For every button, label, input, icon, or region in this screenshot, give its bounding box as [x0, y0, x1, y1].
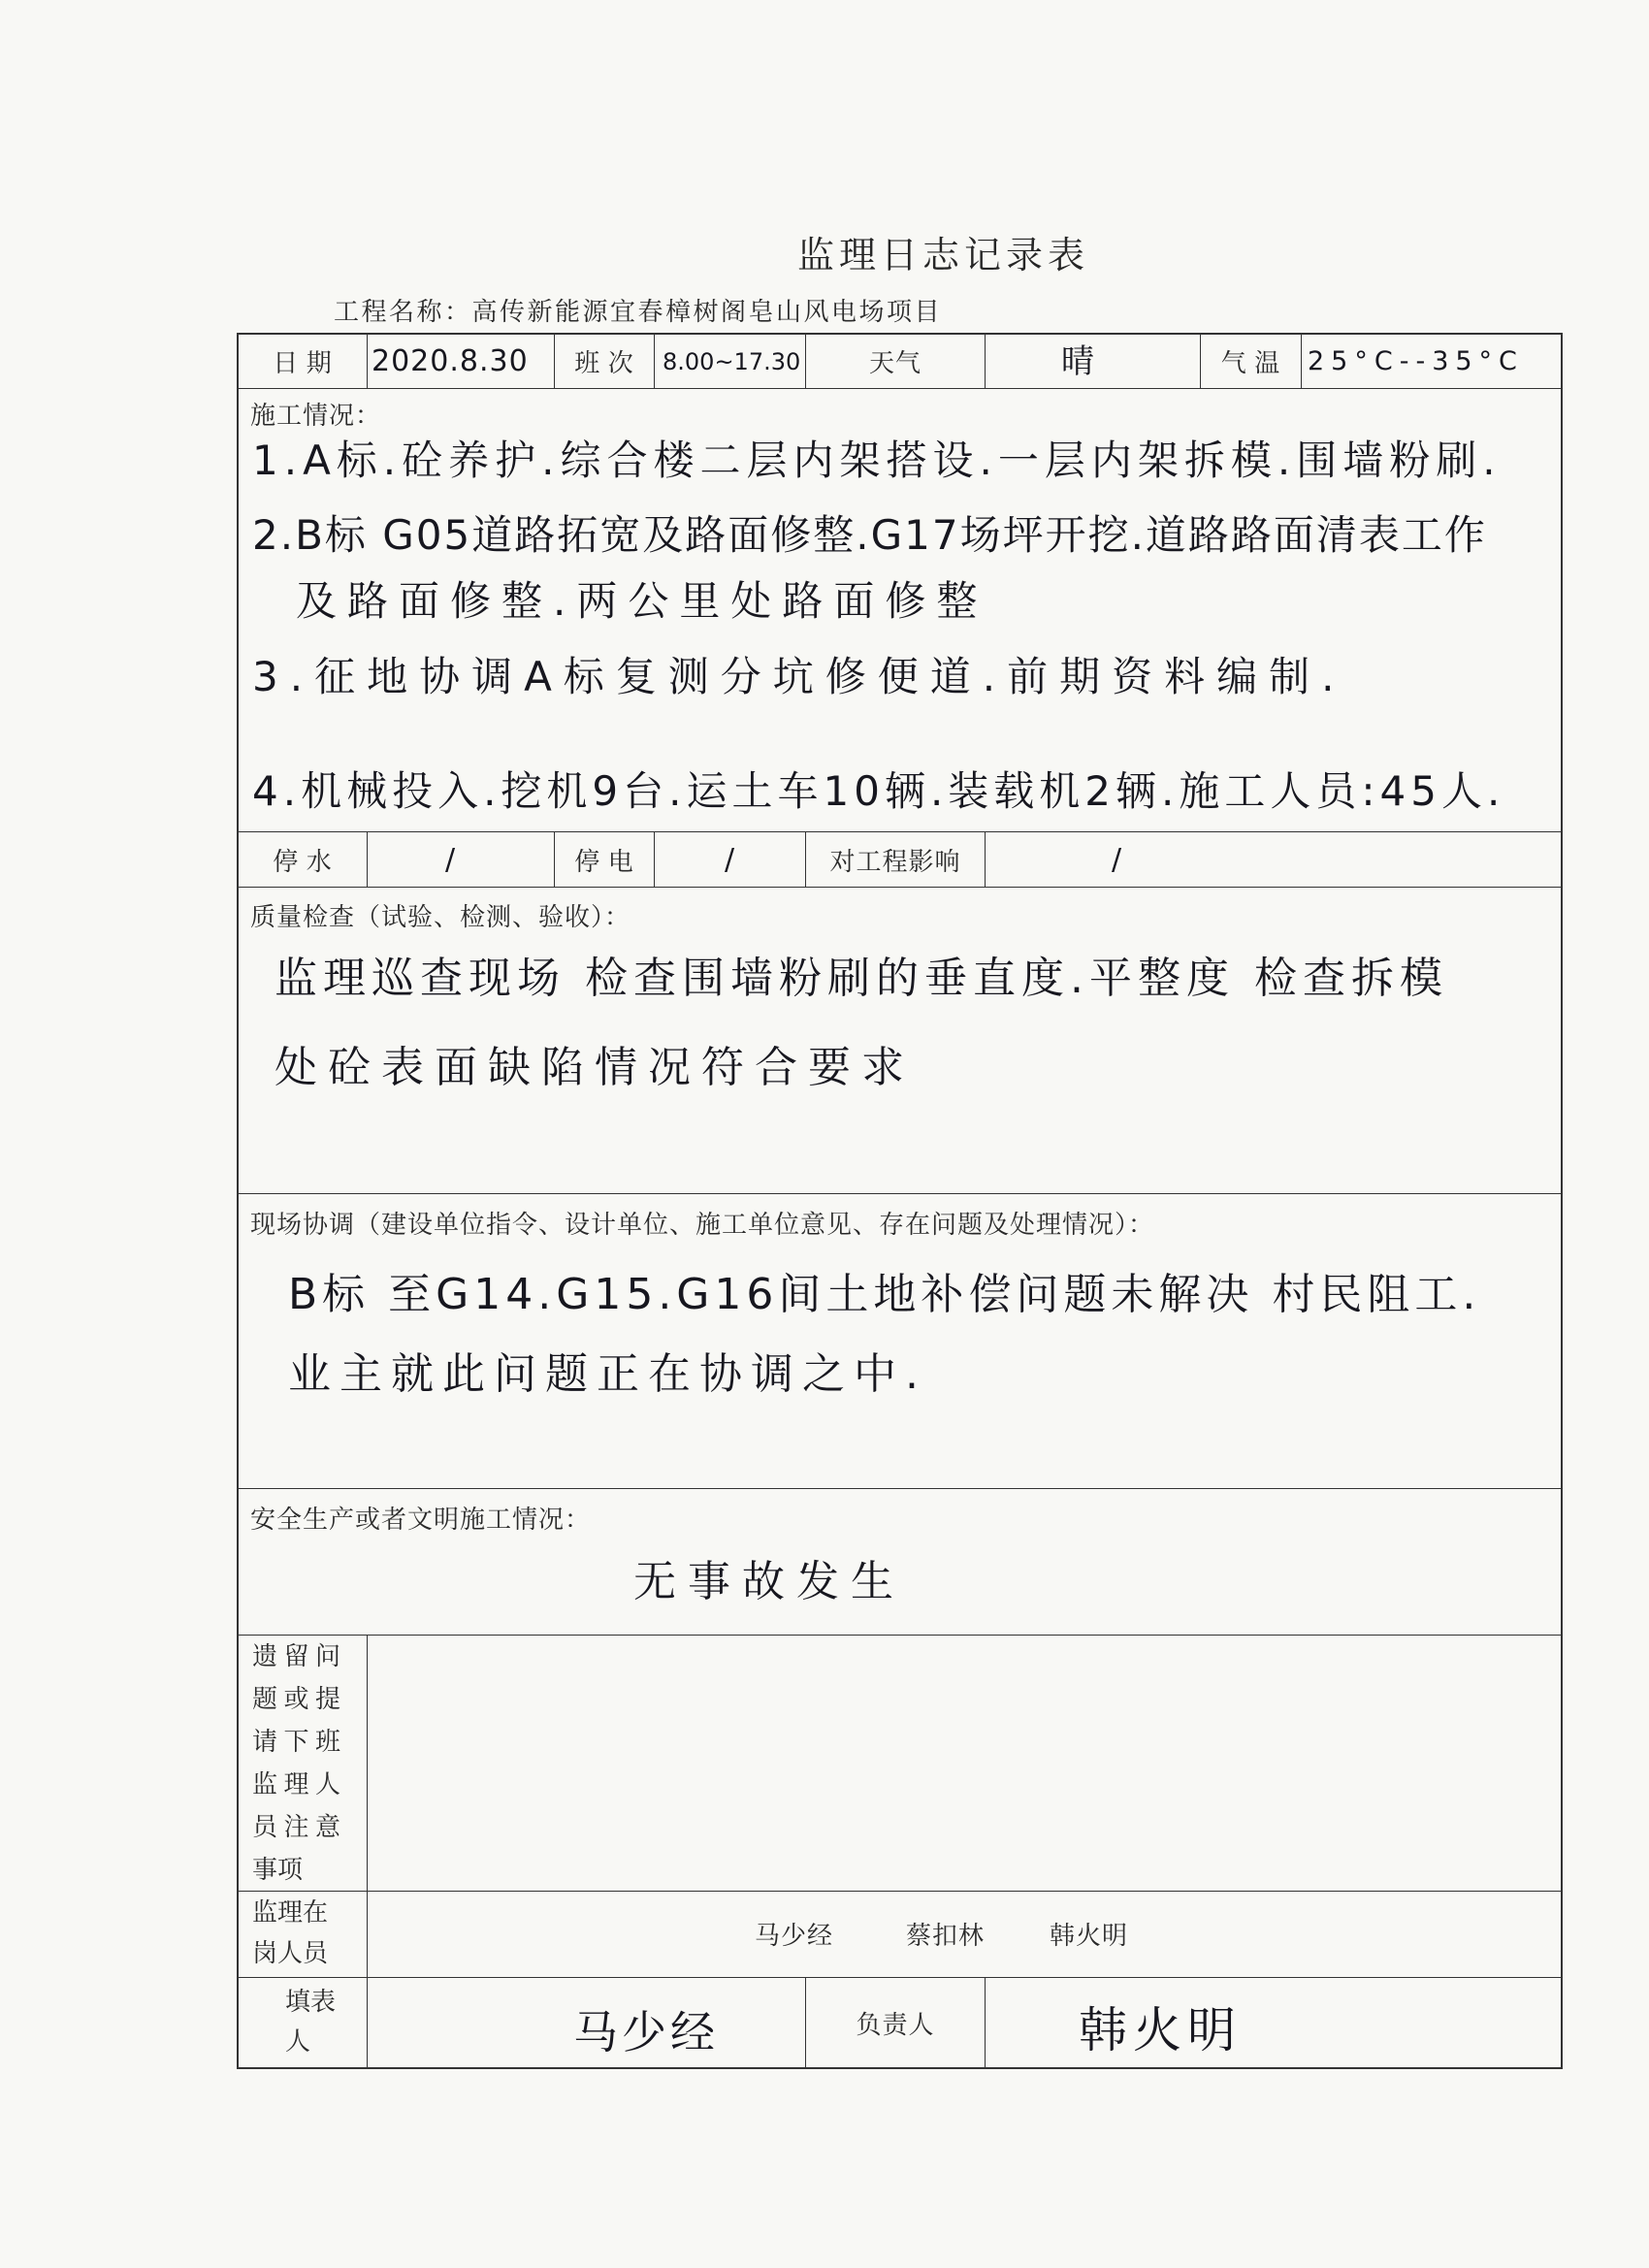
- construction-section: [239, 389, 1561, 832]
- date-value: 2020.8.30: [372, 344, 529, 378]
- water-outage-label: 停 水: [239, 832, 368, 888]
- weather-value: 晴: [1061, 342, 1094, 381]
- impact-label: 对工程影响: [806, 832, 986, 888]
- form-title: 监理日志记录表: [797, 236, 1090, 276]
- temperature-value: 25°C--35°C: [1308, 346, 1524, 376]
- weather-cell: [986, 335, 1201, 389]
- on-duty-names: [368, 1892, 1561, 1978]
- construction-label: 施工情况：: [250, 402, 382, 430]
- quality-check-section: [239, 888, 1561, 1194]
- responsible-signature: 韩火明: [1079, 2002, 1242, 2058]
- power-outage-cell: [655, 832, 806, 888]
- quality-check-line: 处砼表面缺陷情况符合要求: [275, 1043, 915, 1092]
- filler-label: [239, 1978, 368, 2067]
- safety-section: [239, 1489, 1561, 1636]
- on-duty-label: [239, 1892, 368, 1978]
- log-table: [237, 333, 1563, 2069]
- impact-cell: [986, 832, 1561, 888]
- remaining-issues-label-line: 事项: [252, 1856, 304, 1884]
- remaining-issues-label-line: 员 注 意: [252, 1813, 341, 1841]
- temperature-cell: [1302, 335, 1561, 389]
- construction-line: 4.机械投入.挖机9台.运土车10辆.装载机2辆.施工人员:45人.: [252, 767, 1505, 815]
- water-outage-cell: [368, 832, 555, 888]
- filler-label-line: 人: [285, 2027, 311, 2056]
- remaining-issues-value: [368, 1636, 1561, 1892]
- responsible-signature-cell: [986, 1978, 1561, 2067]
- filler-signature-cell: [368, 1978, 806, 2067]
- filler-signature: 马少经: [573, 2006, 719, 2058]
- remaining-issues-label-line: 监 理 人: [252, 1770, 341, 1798]
- date-cell: [368, 335, 555, 389]
- shift-value: 8.00~17.30: [663, 348, 801, 375]
- date-label: 日 期: [239, 335, 368, 389]
- weather-label: 天气: [806, 335, 986, 389]
- construction-line: 3.征地协调A标复测分坑修便道.前期资料编制.: [252, 653, 1346, 700]
- construction-line: 及路面修整.两公里处路面修整: [296, 577, 988, 625]
- on-duty-label-line: 监理在: [252, 1898, 329, 1927]
- shift-cell: [655, 335, 806, 389]
- power-outage-label: 停 电: [555, 832, 655, 888]
- quality-check-line: 监理巡查现场 检查围墙粉刷的垂直度.平整度 检查拆模: [275, 954, 1448, 1003]
- remaining-issues-label-line: 遗 留 问: [252, 1642, 341, 1670]
- water-outage-value: /: [445, 843, 456, 877]
- project-label: 工程名称：: [334, 298, 472, 326]
- on-duty-name: 韩火明: [1050, 1922, 1129, 1950]
- site-coordination-label: 现场协调（建设单位指令、设计单位、施工单位意见、存在问题及处理情况）：: [250, 1211, 1155, 1239]
- project-line: [334, 292, 942, 328]
- impact-value: /: [1112, 843, 1122, 877]
- construction-line: 1.A标.砼养护.综合楼二层内架搭设.一层内架拆模.围墙粉刷.: [252, 437, 1502, 484]
- remaining-issues-label-line: 题 或 提: [252, 1685, 341, 1713]
- site-coordination-line: B标 至G14.G15.G16间土地补偿问题未解决 村民阻工.: [288, 1270, 1481, 1319]
- safety-value: 无事故发生: [633, 1557, 905, 1606]
- temperature-label: 气 温: [1201, 335, 1302, 389]
- filler-label-line: 填表: [285, 1988, 337, 2016]
- on-duty-name: 蔡扣林: [906, 1922, 986, 1950]
- responsible-label: 负责人: [806, 1978, 986, 2067]
- quality-check-label: 质量检查（试验、检测、验收）：: [250, 903, 631, 931]
- site-coordination-line: 业主就此问题正在协调之中.: [288, 1349, 927, 1399]
- safety-label: 安全生产或者文明施工情况：: [250, 1506, 592, 1534]
- site-coordination-section: [239, 1194, 1561, 1489]
- project-name: 高传新能源宜春樟树阁皂山风电场项目: [471, 298, 943, 326]
- shift-label: 班 次: [555, 335, 655, 389]
- on-duty-label-line: 岗人员: [252, 1939, 329, 1967]
- on-duty-name: 马少经: [755, 1922, 834, 1950]
- construction-line: 2.B标 G05道路拓宽及路面修整.G17场坪开挖.道路路面清表工作: [252, 511, 1487, 559]
- remaining-issues-label-line: 请 下 班: [252, 1728, 341, 1756]
- power-outage-value: /: [725, 843, 735, 877]
- remaining-issues-label: [239, 1636, 368, 1892]
